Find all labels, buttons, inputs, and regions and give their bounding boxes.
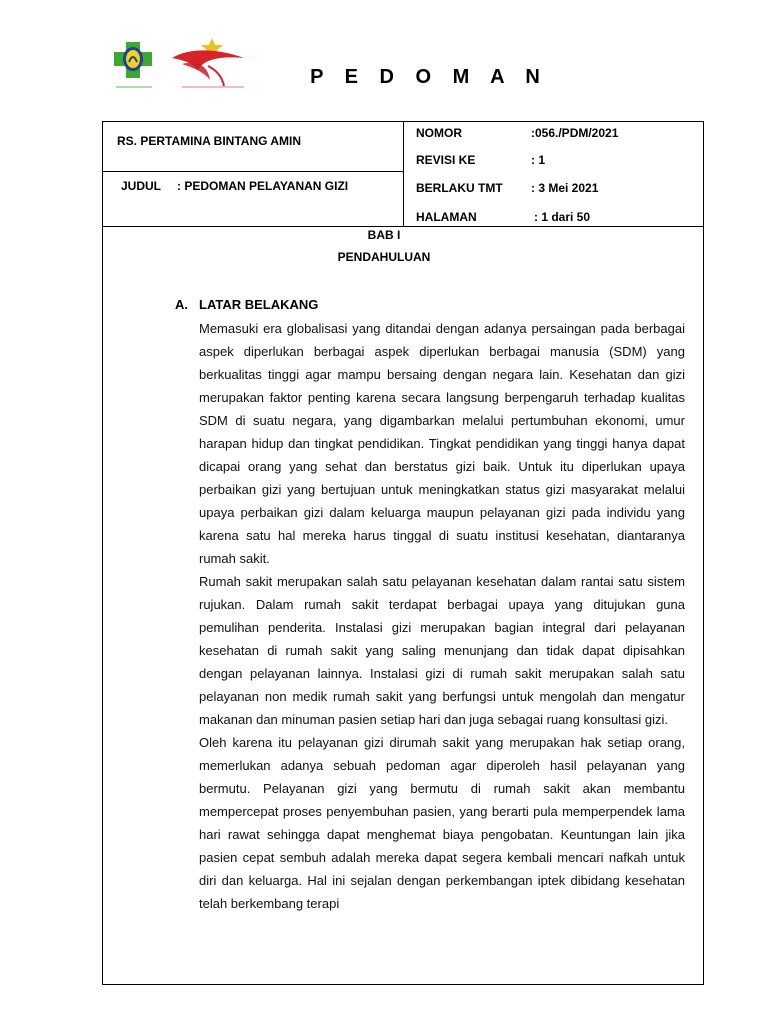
judul-value: : PEDOMAN PELAYANAN GIZI [177,179,349,193]
meta-key: BERLAKU TMT [416,181,503,195]
paragraph: Rumah sakit merupakan salah satu pelayanan kesehatan dalam rantai satu sistem rujukan. Dalam rumah sakit terdapat berbagai upaya yang ditujukan guna pemulihan penderita. Instalasi gizi merupakan bagian integral dari pelayanan kesehatan di rumah sakit yang saling menunjang dan tidak dapat dipisahkan dengan pelayanan lainnya. Instalasi gizi di rumah sakit merupakan salah satu pelayanan non medik rumah sakit yang berfungsi untuk mengolah dan mengatur makanan dan minuman pasien setiap hari dan juga sebagai ruang konsultasi gizi. [199,574,685,727]
document-title: P E D O M A N [310,66,548,88]
section-heading [175,297,318,312]
header-divider-vertical [403,122,404,226]
meta-value: : 3 Mei 2021 [531,181,599,195]
chapter-number: BAB I [367,228,401,242]
section-title: LATAR BELAKANG [199,297,319,312]
header-divider-left [103,171,403,172]
body-text [199,317,685,915]
meta-value: : 1 dari 50 [534,210,591,224]
chapter-title: PENDAHULUAN [337,250,431,264]
meta-key: HALAMAN [416,210,477,224]
meta-key: REVISI KE [416,153,476,167]
hospital-name: RS. PERTAMINA BINTANG AMIN [117,134,301,148]
judul-label: JUDUL [121,179,162,193]
paragraph: Memasuki era globalisasi yang ditandai dengan adanya persaingan pada berbagai aspek diperlukan berbagai aspek diperlukan berbagai manusia (SDM) yang berkualitas tinggi agar mampu bersaing dengan negara lain. Kesehatan dan gizi merupakan faktor penting karena secara langsung berpengaruh terhadap kualitas SDM di suatu negara, yang digambarkan melalui pertumbuhan ekonomi, umur harapan hidup dan tingkat pendidikan. Tingkat pendidikan yang tinggi hanya dapat dicapai orang yang sehat dan berstatus gizi baik. Untuk itu diperlukan upaya perbaikan gizi yang bertujuan untuk meningkatkan status gizi masyarakat melalui upaya perbaikan gizi dalam keluarga maupun pelayanan gizi pada individu yang karena satu hal mereka harus tinggal di suatu institusi kesehatan, diantaranya rumah sakit. [199,321,685,566]
meta-key: NOMOR [416,126,462,140]
paragraph: Oleh karena itu pelayanan gizi dirumah sakit yang merupakan hak setiap orang, memerlukan adanya sebuah pedoman agar diperoleh hasil pelayanan yang bermutu. Pelayanan gizi yang bermutu di rumah sakit akan membantu mempercepat proses penyembuhan pasien, yang berarti pula memperpendek lama hari rawat sehingga dapat menghemat biaya pengobatan. Keuntungan lain jika pasien cepat sembuh adalah mereka dapat segera kembali mencari nafkah untuk diri dan keluarga. Hal ini sejalan dengan perkembangan iptek dibidang kesehatan telah berkembang terapi [199,735,685,911]
meta-value: :056./PDM/2021 [531,126,619,140]
section-number: A. [175,297,188,312]
meta-value: : 1 [531,153,546,167]
header-divider-bottom [103,226,703,227]
